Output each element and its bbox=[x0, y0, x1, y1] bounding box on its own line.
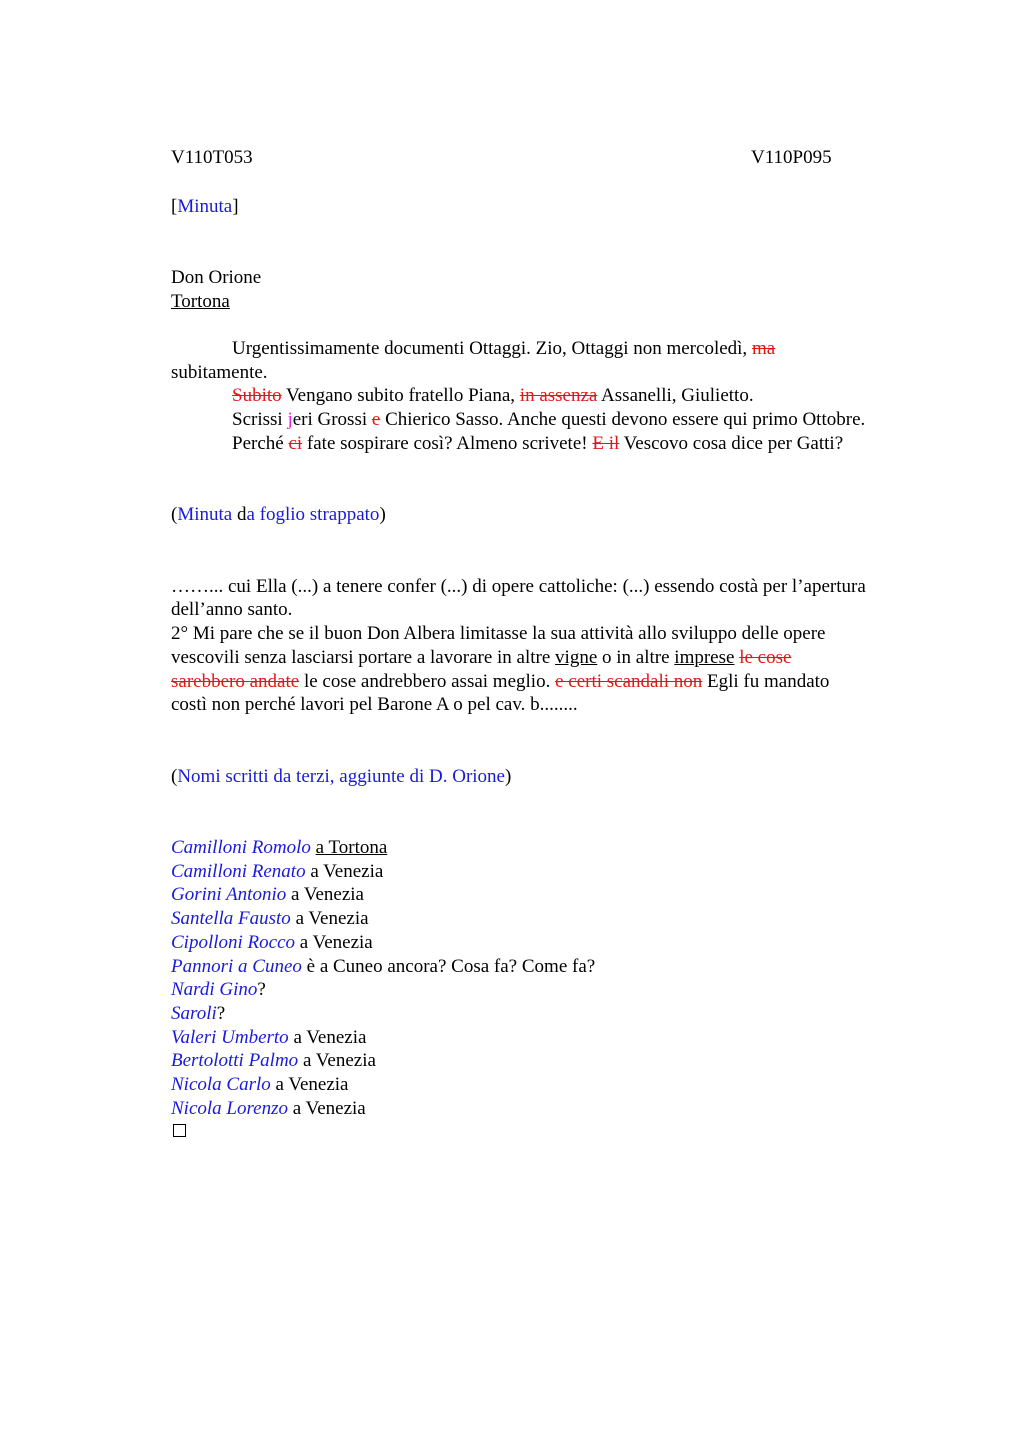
telegram-line-3: Scrissi jeri Grossi e Chierico Sasso. Anche questi devono essere qui primo Ottobre. bbox=[232, 409, 866, 430]
list-item bbox=[171, 1049, 376, 1073]
person-name: Nicola Lorenzo bbox=[171, 1097, 288, 1119]
checkbox-icon bbox=[173, 1124, 186, 1137]
minuta-label: Minuta bbox=[177, 196, 233, 217]
person-location: a Venezia bbox=[302, 1050, 376, 1072]
deleted-text: e certi scandali non bbox=[555, 671, 703, 692]
telegram-line-4: Perché ci fate sospirare così? Almeno scrivete! E il Vescovo cosa dice per Gatti? bbox=[232, 433, 844, 454]
document-code-left: V110T053 bbox=[171, 147, 253, 168]
telegram-line-1b: subitamente. bbox=[171, 362, 268, 383]
person-name: Cipolloni Rocco bbox=[171, 931, 296, 953]
person-location: a Tortona bbox=[315, 837, 388, 858]
list-item bbox=[171, 931, 373, 955]
person-name: Nicola Carlo bbox=[171, 1074, 271, 1095]
list-item bbox=[171, 836, 387, 860]
person-name: Bertolotti Palmo bbox=[171, 1050, 299, 1072]
person-name: Santella Fausto bbox=[171, 908, 291, 930]
person-name: Saroli bbox=[171, 1002, 217, 1024]
deleted-text: E il bbox=[592, 433, 620, 454]
minuta-heading: [Minuta] bbox=[171, 196, 239, 217]
telegram-line-1: Urgentissimamente documenti Ottaggi. Zio, Ottaggi non mercoledì, ma bbox=[232, 338, 776, 359]
list-item bbox=[171, 955, 595, 979]
person-location: a Venezia bbox=[293, 1026, 367, 1048]
fragment-line-4: vescovili senza lasciarsi portare a lavorare in altre vigne o in altre imprese le cose bbox=[171, 647, 792, 668]
deleted-text: in assenza bbox=[519, 385, 598, 406]
deleted-text: sarebbero andate bbox=[171, 671, 300, 692]
list-item bbox=[171, 883, 364, 907]
fragment-line-2: dell’anno santo. bbox=[171, 599, 293, 620]
list-item bbox=[171, 1002, 225, 1026]
section-heading-names: (Nomi scritti da terzi, aggiunte di D. Orione) bbox=[171, 766, 512, 787]
list-item bbox=[171, 978, 266, 1002]
person-location: ? bbox=[216, 1002, 226, 1024]
person-location: a Venezia bbox=[310, 860, 384, 882]
person-location: ? bbox=[257, 979, 266, 1001]
fragment-line-1: ……... cui Ella (...) a tenere confer (...) di opere cattoliche: (...) essendo costà per l’apertura bbox=[171, 576, 866, 597]
fragment-line-5: sarebbero andate le cose andrebbero assai meglio. e certi scandali non Egli fu mandato bbox=[171, 671, 830, 692]
person-name: Gorini Antonio bbox=[171, 884, 287, 906]
person-name: Pannori a Cuneo bbox=[171, 955, 302, 977]
list-item bbox=[171, 1026, 366, 1050]
fragment-line-6: costì non perché lavori pel Barone A o pel cav. b........ bbox=[171, 694, 578, 715]
person-location: è a Cuneo ancora? Cosa fa? Come fa? bbox=[306, 955, 596, 977]
person-location: a Venezia bbox=[295, 908, 369, 930]
recipient-city: Tortona bbox=[171, 291, 230, 312]
list-item bbox=[171, 907, 369, 931]
recipient-name: Don Orione bbox=[171, 267, 262, 288]
person-name: Camilloni Renato bbox=[171, 860, 306, 882]
person-location: a Venezia bbox=[275, 1074, 349, 1095]
list-item bbox=[171, 860, 383, 884]
person-location: a Venezia bbox=[299, 931, 373, 953]
person-name: Valeri Umberto bbox=[171, 1026, 289, 1048]
inserted-letter: j bbox=[287, 409, 293, 430]
deleted-text: ci bbox=[288, 433, 303, 454]
section-heading-fragment: (Minuta da foglio strappato) bbox=[171, 504, 386, 525]
deleted-text: ma bbox=[751, 338, 776, 359]
person-location: a Venezia bbox=[292, 1097, 366, 1119]
document-code-right: V110P095 bbox=[751, 147, 832, 168]
person-name: Nardi Gino bbox=[171, 979, 258, 1001]
fragment-line-3: 2° Mi pare che se il buon Don Albera limitasse la sua attività allo sviluppo delle opere bbox=[171, 623, 826, 644]
person-location: a Venezia bbox=[291, 884, 364, 906]
deleted-text: e bbox=[371, 409, 381, 430]
list-item bbox=[171, 1073, 348, 1097]
list-item bbox=[171, 1097, 366, 1121]
deleted-text: Subito bbox=[232, 385, 282, 406]
telegram-line-2: Subito Vengano subito fratello Piana, in assenza Assanelli, Giulietto. bbox=[232, 385, 754, 406]
person-name: Camilloni Romolo bbox=[171, 837, 311, 858]
deleted-text: le cose bbox=[739, 647, 792, 668]
